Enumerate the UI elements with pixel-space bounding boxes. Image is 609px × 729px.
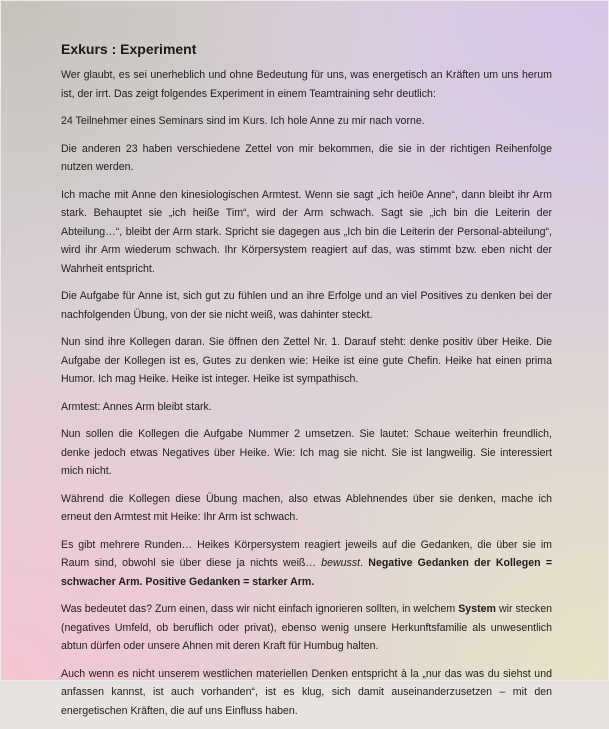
paragraph-participants: 24 Teilnehmer eines Seminars sind im Kurs. Ich hole Anne zu mir nach vorne. xyxy=(61,115,425,127)
meaning-bold-system: System xyxy=(458,603,496,615)
paragraph-armtest-strong: Armtest: Annes Arm bleibt stark. xyxy=(61,400,212,413)
meaning-text: Was bedeutet das? Zum einen, dass wir nicht einfach ignorieren sollten, in welchem xyxy=(61,603,459,615)
paragraph-intro: Wer glaubt, es sei unerheblich und ohne Bedeutung für uns, was energetisch an Kräften um uns herum ist, der irrt. Das zeigt folgendes Experiment in einem Teamtraining sehr deutlich: xyxy=(61,69,552,100)
rounds-bold-conclusion: Negative Gedanken der Kollegen = schwacher Arm. Positive Gedanken = starker Arm. xyxy=(61,557,553,588)
paragraph-task-anne: Die Aufgabe für Anne ist, sich gut zu fühlen und an ihre Erfolge und an viel Positives zu denken bei der nachfolgenden Übung, von der sie nicht weiß, was dahinter steckt. xyxy=(61,290,552,321)
paragraph-armtest: Ich mache mit Anne den kinesiologischen Armtest. Wenn sie sagt „ich hei0e Anne“, dann bleibt ihr Arm stark. Behauptet sie „ich heiße Tim“, wird der Arm schwach. Sagt sie „ich bin die Leiterin der Abteilung…“, bleibt der Arm stark. Spricht sie dagegen aus „Ich bin die Leiterin der Personal-abteilung“, wird ihr Arm wiederum schwach. Ihr Körpersystem reagiert auf das, was stimmt bzw. eben nicht der Wahrheit entspricht. xyxy=(61,188,552,275)
paragraph-notes: Die anderen 23 haben verschiedene Zettel von mir bekommen, die sie in der richtigen Reihenfolge nutzen werden. xyxy=(61,142,552,173)
paragraph-conclusion: Auch wenn es nicht unserem westlichen materiellen Denken entspricht à la „nur das was du siehst und anfassen kannst, ist auch vorhanden“, ist es klug, sich damit auseinanderzusetzen – mit den energetischen Kräften, die auf uns Einfluss haben. xyxy=(61,667,552,717)
rounds-text-2: . xyxy=(360,557,369,569)
document-title: Exkurs : Experiment xyxy=(61,41,197,57)
meaning-text-2: wir stecken (negatives Umfeld, ob beruflich oder privat), ebenso wenig unsere Herkunftsfamilie als unwesentlich abtun dürfen oder unsere Ahnen mit deren Kraft für Humbug halten. xyxy=(61,603,552,652)
document-content xyxy=(61,39,552,729)
paragraph-colleagues-negative: Nun sollen die Kollegen die Aufgabe Nummer 2 umsetzen. Sie lautet: Schaue weiterhin freundlich, denke jedoch etwas Negatives über Heike. Wie: Ich mag sie nicht. Sie ist langweilig. Sie interessiert mich nicht. xyxy=(61,428,552,477)
paragraph-armtest-weak: Während die Kollegen diese Übung machen, also etwas Ablehnendes über sie denken, mache ich erneut den Armtest mit Heike: Ihr Arm ist schwach. xyxy=(61,492,552,523)
paragraph-rounds xyxy=(61,536,552,592)
paragraph-colleagues-positive: Nun sind ihre Kollegen daran. Sie öffnen den Zettel Nr. 1. Darauf steht: denke positiv über Heike. Die Aufgabe der Kollegen ist es, Gutes zu denken wie: Heike ist eine gute Chefin. Heike hat einen prima Humor. Ich mag Heike. Heike ist integer. Heike ist sympathisch. xyxy=(61,336,552,385)
rounds-italic: bewusst xyxy=(321,557,361,569)
rounds-text: Es gibt mehrere Runden… Heikes Körpersystem reagiert jeweils auf die Gedanken, die über sie im Raum sind, obwohl sie über diese ja nichts weiß… xyxy=(61,538,552,569)
paragraph-meaning xyxy=(61,600,552,656)
